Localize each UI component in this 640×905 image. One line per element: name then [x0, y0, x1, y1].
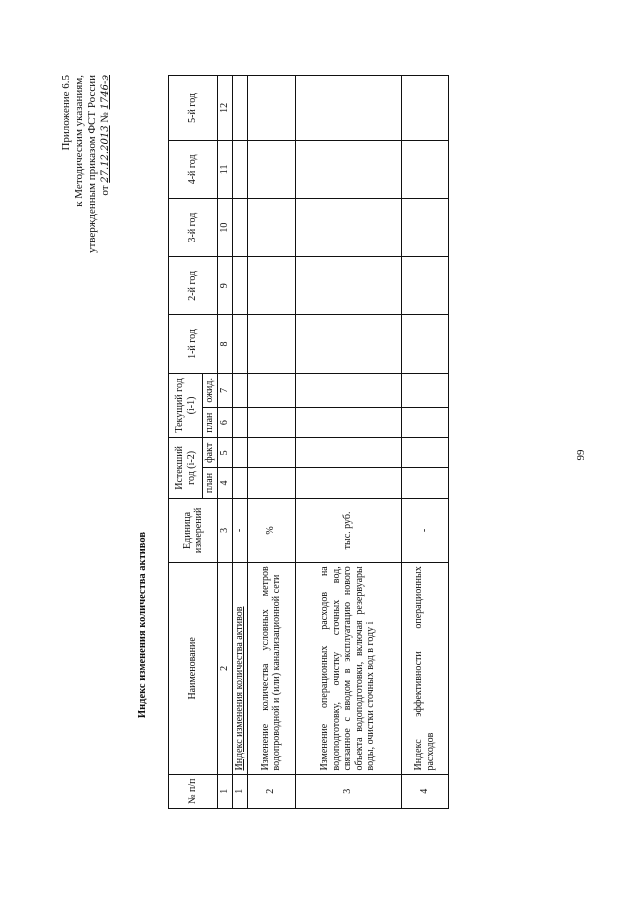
table-cell	[401, 198, 448, 256]
table-cell	[232, 315, 247, 373]
row-name: Изменение операционных расходов на водоподготовку, очистку сточных вод, связанное с вводом в эксплуатацию нового объекта водоподготовки, включая резервуары воды, очистки сточных вод в году i	[295, 563, 401, 774]
table-cell	[247, 438, 295, 468]
assets-index-table	[168, 75, 449, 809]
header-row	[169, 76, 203, 809]
table-cell	[247, 408, 295, 438]
table-row	[401, 76, 448, 809]
column-number: 9	[218, 257, 233, 315]
annex-line-4	[99, 75, 112, 260]
header-fact: факт	[203, 438, 218, 468]
header-year-2: 2-й год	[169, 257, 218, 315]
table-cell	[247, 198, 295, 256]
table-cell	[232, 408, 247, 438]
table-cell	[401, 257, 448, 315]
column-number-row	[218, 76, 233, 809]
table-cell	[295, 408, 401, 438]
table-cell	[232, 198, 247, 256]
header-plan: план	[203, 468, 218, 498]
header-expected: ожид.	[203, 373, 218, 407]
table-cell	[232, 438, 247, 468]
column-number: 12	[218, 76, 233, 141]
annex-block	[60, 75, 112, 260]
table-cell	[232, 76, 247, 141]
row-unit: тыс. руб.	[295, 498, 401, 563]
table-cell	[232, 468, 247, 498]
column-number: 8	[218, 315, 233, 373]
header-year-5: 5-й год	[169, 76, 218, 141]
table-cell	[295, 257, 401, 315]
table-row	[232, 76, 247, 809]
row-unit: -	[401, 498, 448, 563]
table-cell	[247, 315, 295, 373]
table-cell	[401, 373, 448, 407]
header-name: Наименование	[169, 563, 218, 774]
table-cell	[401, 140, 448, 198]
annex-number: 1746-э	[100, 75, 111, 110]
row-number: 4	[401, 774, 448, 808]
header-last-year: Истекший год (i-2)	[169, 438, 203, 498]
table-cell	[401, 315, 448, 373]
table-row	[247, 76, 295, 809]
table-cell	[247, 257, 295, 315]
table-cell	[401, 438, 448, 468]
table-cell	[247, 373, 295, 407]
header-plan-current: план	[203, 408, 218, 438]
annex-date: 27.12.2013	[100, 125, 111, 183]
document-title: Индекс изменения количества активов	[137, 531, 148, 719]
column-number: 5	[218, 438, 233, 468]
column-number: 2	[218, 563, 233, 774]
header-year-4: 4-й год	[169, 140, 218, 198]
table-cell	[232, 257, 247, 315]
table-cell	[232, 373, 247, 407]
annex-line-1: Приложение 6.5	[60, 75, 72, 151]
annex-line-2: к Методическим указаниям,	[73, 75, 85, 207]
annex-date-prefix: от	[99, 185, 111, 196]
column-number: 11	[218, 140, 233, 198]
header-num: № п/п	[169, 774, 218, 808]
row-number: 3	[295, 774, 401, 808]
table-cell	[401, 76, 448, 141]
row-unit: %	[247, 498, 295, 563]
table-row	[295, 76, 401, 809]
header-unit: Единица измерений	[169, 498, 218, 563]
table-cell	[295, 76, 401, 141]
table-cell	[232, 140, 247, 198]
annex-number-label: №	[99, 112, 111, 123]
table-cell	[247, 76, 295, 141]
page-number: 99	[575, 449, 587, 461]
row-unit: -	[232, 498, 247, 563]
table-cell	[401, 468, 448, 498]
column-number: 1	[218, 774, 233, 808]
column-number: 10	[218, 198, 233, 256]
column-number: 3	[218, 498, 233, 563]
header-current-year: Текущий год (i-1)	[169, 373, 203, 438]
row-name: Индекс изменения количества активов	[232, 563, 247, 774]
table-cell	[295, 438, 401, 468]
table-cell	[295, 198, 401, 256]
table-cell	[295, 315, 401, 373]
column-number: 7	[218, 373, 233, 407]
row-number: 2	[247, 774, 295, 808]
row-name: Изменение количества условных метров водопроводной и (или) канализационной сети	[247, 563, 295, 774]
header-year-3: 3-й год	[169, 198, 218, 256]
table-cell	[401, 408, 448, 438]
column-number: 4	[218, 468, 233, 498]
row-number: 1	[232, 774, 247, 808]
table-cell	[247, 468, 295, 498]
column-number: 6	[218, 408, 233, 438]
table-cell	[247, 140, 295, 198]
table-cell	[295, 140, 401, 198]
row-name: Индекс эффективности операционных расходов	[401, 563, 448, 774]
table-cell	[295, 373, 401, 407]
header-year-1: 1-й год	[169, 315, 218, 373]
annex-line-3: утвержденным приказом ФСТ России	[86, 75, 98, 254]
table-cell	[295, 468, 401, 498]
